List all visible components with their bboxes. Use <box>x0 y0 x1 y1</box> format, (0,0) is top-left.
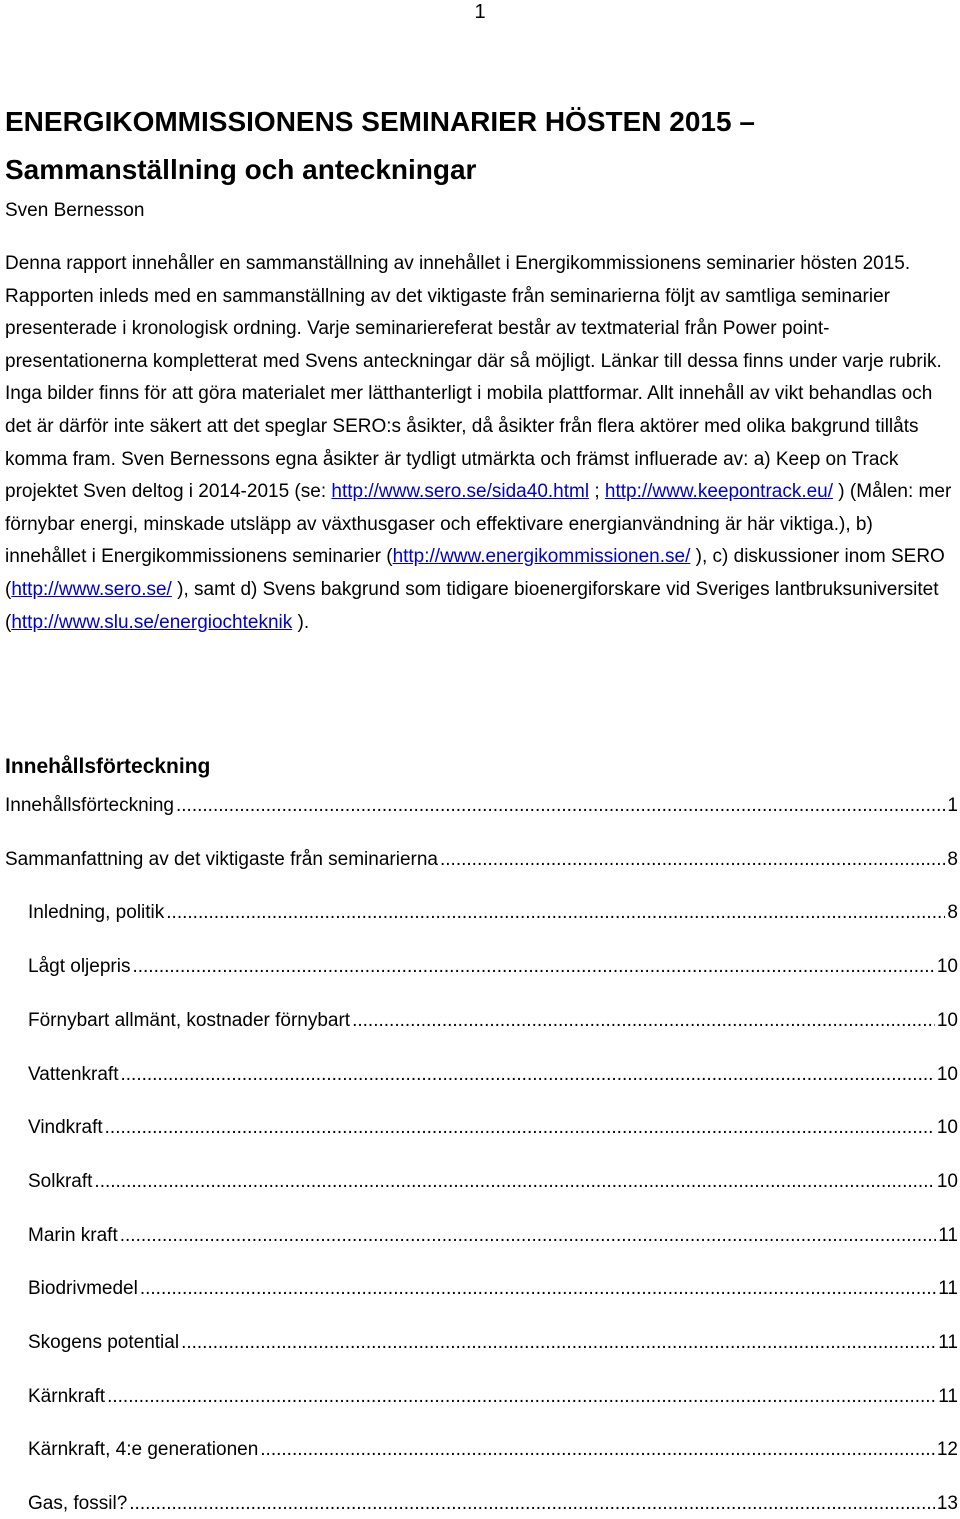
toc-leader-dots <box>105 1114 935 1142</box>
toc-entry[interactable] <box>5 792 958 820</box>
toc-entry-label: Kärnkraft, 4:e generationen <box>28 1439 259 1461</box>
toc-entry[interactable] <box>28 1114 958 1142</box>
toc-entry-label: Skogens potential <box>28 1332 180 1353</box>
intro-separator: ; <box>589 481 605 503</box>
toc-leader-dots <box>166 899 945 927</box>
link-keepontrack[interactable]: http://www.keepontrack.eu/ <box>604 481 834 503</box>
toc-entry-page: 13 <box>936 1493 958 1515</box>
toc-entry-page: 12 <box>936 1439 958 1461</box>
link-energikommissionen[interactable]: http://www.energikommissionen.se/ <box>392 546 691 568</box>
toc-leader-dots <box>176 792 945 820</box>
toc-entry-page: 11 <box>938 1385 958 1407</box>
toc-entry-page: 11 <box>938 1278 958 1300</box>
link-slu-energiochteknik[interactable]: http://www.slu.se/energiochteknik <box>11 611 293 633</box>
toc-entry-label: Sammanfattning av det viktigaste från seminarierna <box>5 848 438 870</box>
document-title: ENERGIKOMMISSIONENS SEMINARIER HÖSTEN 2015 – <box>5 106 755 137</box>
link-sero-sida40[interactable]: http://www.sero.se/sida40.html <box>331 481 590 503</box>
toc-entry[interactable] <box>28 1222 958 1250</box>
toc-leader-dots <box>440 846 945 874</box>
toc-entry-page: 10 <box>936 1170 958 1192</box>
toc-entry-page: 1 <box>947 795 958 816</box>
toc-entry-label: Förnybart allmänt, kostnader förnybart <box>28 1009 351 1031</box>
toc-entry-label: Marin kraft <box>28 1224 118 1246</box>
toc-entry-page: 11 <box>938 1224 958 1246</box>
toc-entry[interactable] <box>28 1329 958 1357</box>
toc-entry[interactable] <box>28 1436 958 1464</box>
toc-leader-dots <box>181 1329 936 1357</box>
toc-leader-dots <box>129 1490 935 1518</box>
intro-text: ) (Målen: mer förnybar energi, minskade utsläpp av växthusgaser och effektivare energianvändning är här viktiga.), b) innehållet i Energikommissionens seminarier ( <box>5 481 952 568</box>
toc-entry-page: 10 <box>936 1063 958 1085</box>
toc-entry-page: 8 <box>947 848 958 870</box>
toc-leader-dots <box>94 1168 934 1196</box>
toc-heading: Innehållsförteckning <box>5 755 211 778</box>
toc-entry-label: Gas, fossil? <box>28 1493 128 1515</box>
page-number: 1 <box>474 1 486 23</box>
toc-leader-dots <box>260 1436 935 1464</box>
toc-leader-dots <box>352 1007 935 1035</box>
toc-leader-dots <box>140 1275 936 1303</box>
toc-entry[interactable] <box>5 846 958 874</box>
toc-entry-page: 11 <box>938 1332 958 1353</box>
toc-leader-dots <box>107 1383 936 1411</box>
toc-entry[interactable] <box>28 1007 958 1035</box>
link-sero[interactable]: http://www.sero.se/ <box>11 578 172 600</box>
toc-entry-label: Innehållsförteckning <box>5 795 174 816</box>
toc-entry-page: 10 <box>936 1009 958 1031</box>
document-subtitle: Sammanställning och anteckningar <box>5 154 477 185</box>
toc-entry[interactable] <box>28 899 958 927</box>
toc-entry[interactable] <box>28 1383 958 1411</box>
toc-entry-label: Vattenkraft <box>28 1063 119 1085</box>
toc-entry[interactable] <box>28 1275 958 1303</box>
intro-text: ). <box>292 611 310 633</box>
toc-entry-label: Solkraft <box>28 1170 93 1192</box>
toc-entry-label: Biodrivmedel <box>28 1278 138 1300</box>
toc-entry-label: Kärnkraft <box>28 1385 106 1407</box>
toc-leader-dots <box>132 953 934 981</box>
intro-text: Denna rapport innehåller en sammanställning av innehållet i Energikommissionens seminarier hösten 2015. Rapporten inleds med en sammanställning av det viktigaste från seminarierna följt av samtliga seminarier presenterade i kronologisk ordning. Varje seminariereferat består av textmaterial från Power point-presentationerna kompletterat med Svens anteckningar där så möjligt. Länkar till dessa finns under varje rubrik. Inga bilder finns för att göra materialet mer lätthanterligt i mobila plattformar. Allt innehåll av vikt behandlas och det är därför inte säkert att det speglar SERO:s åsikter, då åsikter från flera aktörer med olika bakgrund tillåts komma fram. Sven Bernessons egna åsikter är tydligt utmärkta och främst influerade av: a) Keep on Track projektet Sven deltog i 2014-2015 (se: <box>5 253 942 503</box>
toc-entry[interactable] <box>28 1168 958 1196</box>
toc-entry-label: Vindkraft <box>28 1117 103 1139</box>
intro-paragraph <box>5 248 957 639</box>
toc-entry-page: 8 <box>947 902 958 924</box>
toc-entry[interactable] <box>28 1490 958 1518</box>
toc-entry-page: 10 <box>936 956 958 978</box>
intro-text: ), samt d) Svens bakgrund som tidigare bioenergiforskare vid Sveriges lantbruksuniversitet ( <box>5 578 939 633</box>
toc-leader-dots <box>120 1061 934 1089</box>
toc-leader-dots <box>120 1222 937 1250</box>
toc-entry-label: Inledning, politik <box>28 902 165 924</box>
author: Sven Bernesson <box>5 200 145 221</box>
toc-entry[interactable] <box>28 953 958 981</box>
toc-entry-page: 10 <box>936 1117 958 1139</box>
intro-text: ), c) diskussioner inom SERO ( <box>5 546 945 600</box>
toc-entry[interactable] <box>28 1061 958 1089</box>
toc-entry-label: Lågt oljepris <box>28 956 131 978</box>
